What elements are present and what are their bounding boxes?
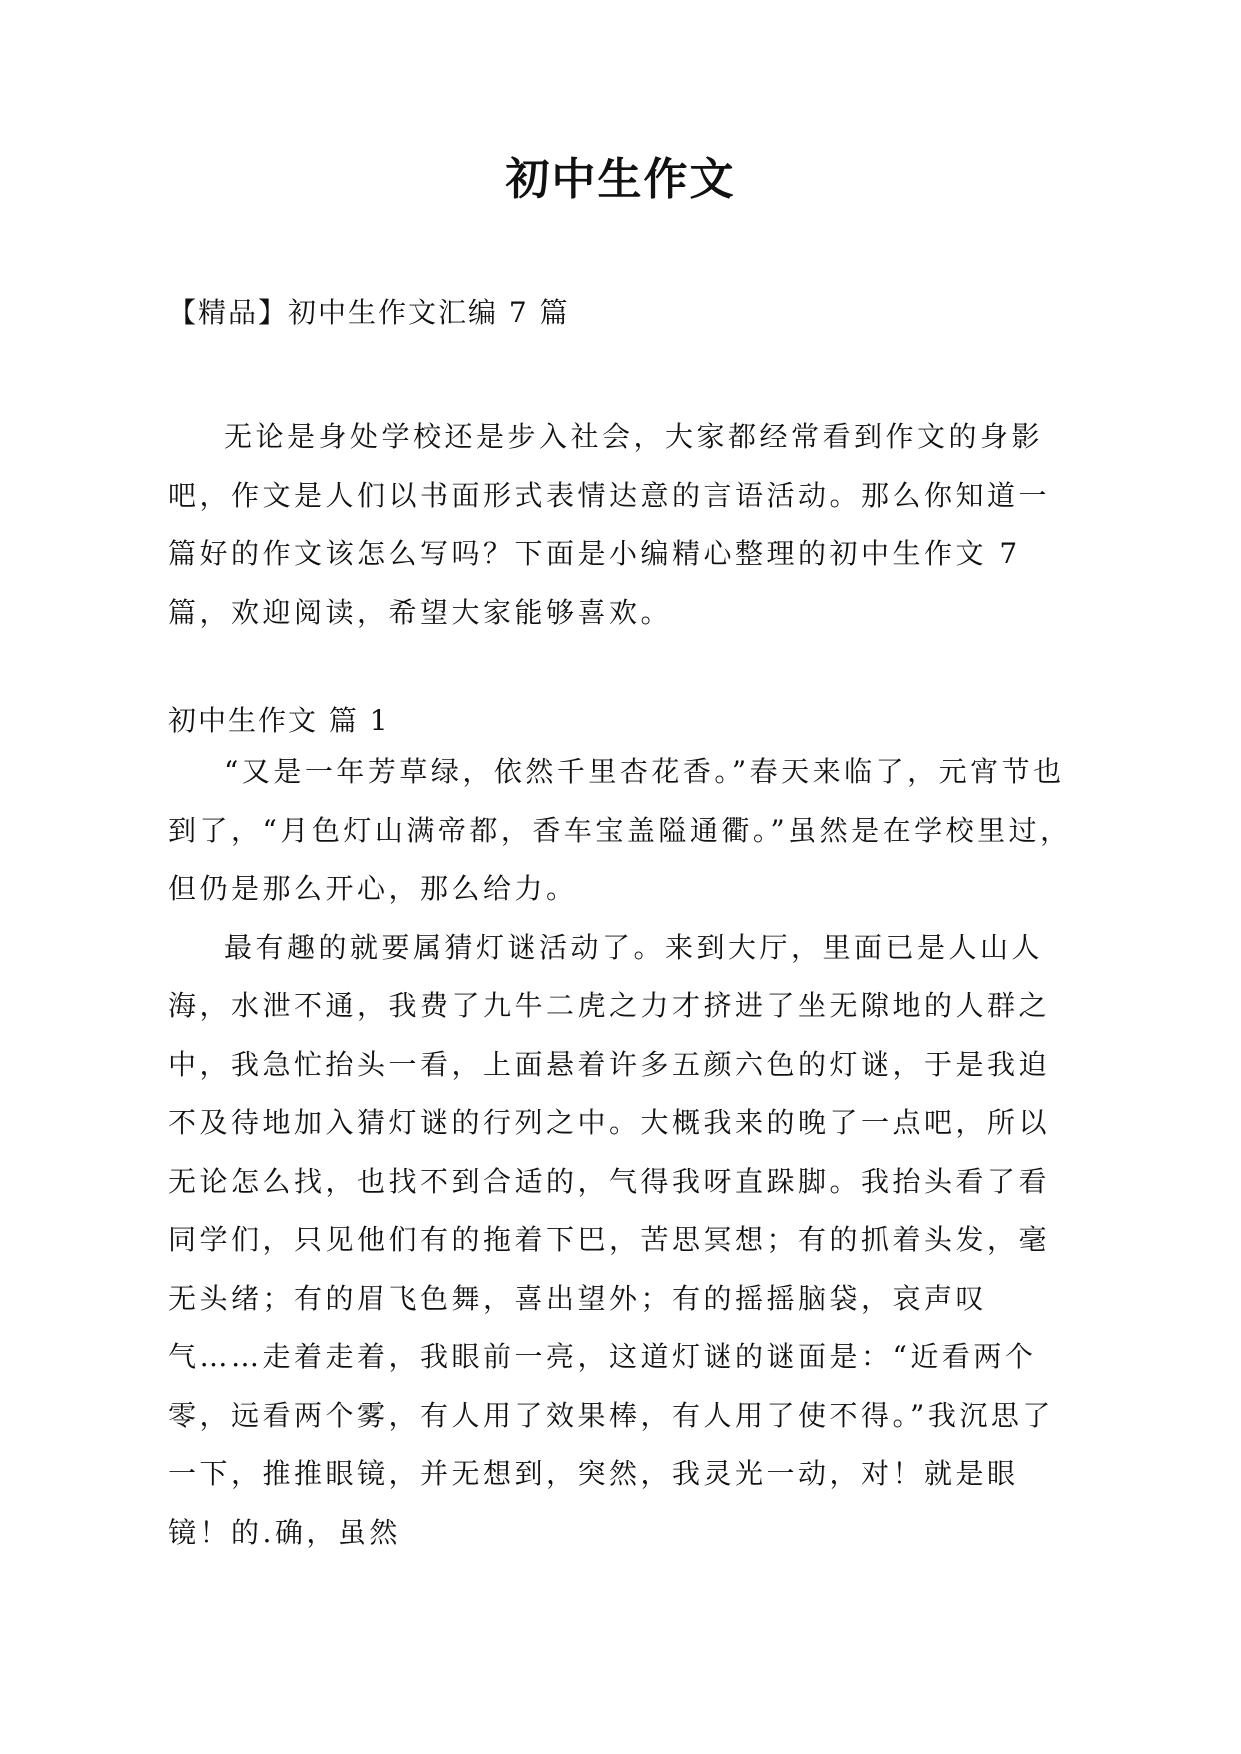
intro-paragraph: 无论是身处学校还是步入社会，大家都经常看到作文的身影吧，作文是人们以书面形式表情达意的言语活动。那么你知道一篇好的作文该怎么写吗？下面是小编精心整理的初中生作文 7 篇，欢迎阅读，希望大家能够喜欢。	[168, 420, 1051, 629]
section-heading: 初中生作文 篇 1	[168, 704, 390, 737]
document-subtitle: 【精品】初中生作文汇编 7 篇	[168, 296, 570, 329]
section-body	[168, 743, 1073, 1562]
body-paragraph: 最有趣的就要属猜灯谜活动了。来到大厅，里面已是人山人海，水泄不通，我费了九牛二虎之力才挤进了坐无隙地的人群之中，我急忙抬头一看，上面悬着许多五颜六色的灯谜，于是我迫不及待地加入猜灯谜的行列之中。大概我来的晚了一点吧，所以无论怎么找，也找不到合适的，气得我呀直跺脚。我抬头看了看同学们，只见他们有的拖着下巴，苦思冥想；有的抓着头发，毫无头绪；有的眉飞色舞，喜出望外；有的摇摇脑袋，哀声叹气……走着走着，我眼前一亮，这道灯谜的谜面是：“近看两个零，远看两个雾，有人用了效果棒，有人用了使不得。”我沉思了一下，推推眼镜，并无想到，突然，我灵光一动，对！就是眼镜！的.确，虽然	[168, 930, 1054, 1549]
body-paragraph: “又是一年芳草绿，依然千里杏花香。”春天来临了，元宵节也到了，“月色灯山满帝都，香车宝盖隘通衢。”虽然是在学校里过，但仍是那么开心，那么给力。	[168, 755, 1072, 905]
document-title: 初中生作文	[505, 154, 736, 205]
